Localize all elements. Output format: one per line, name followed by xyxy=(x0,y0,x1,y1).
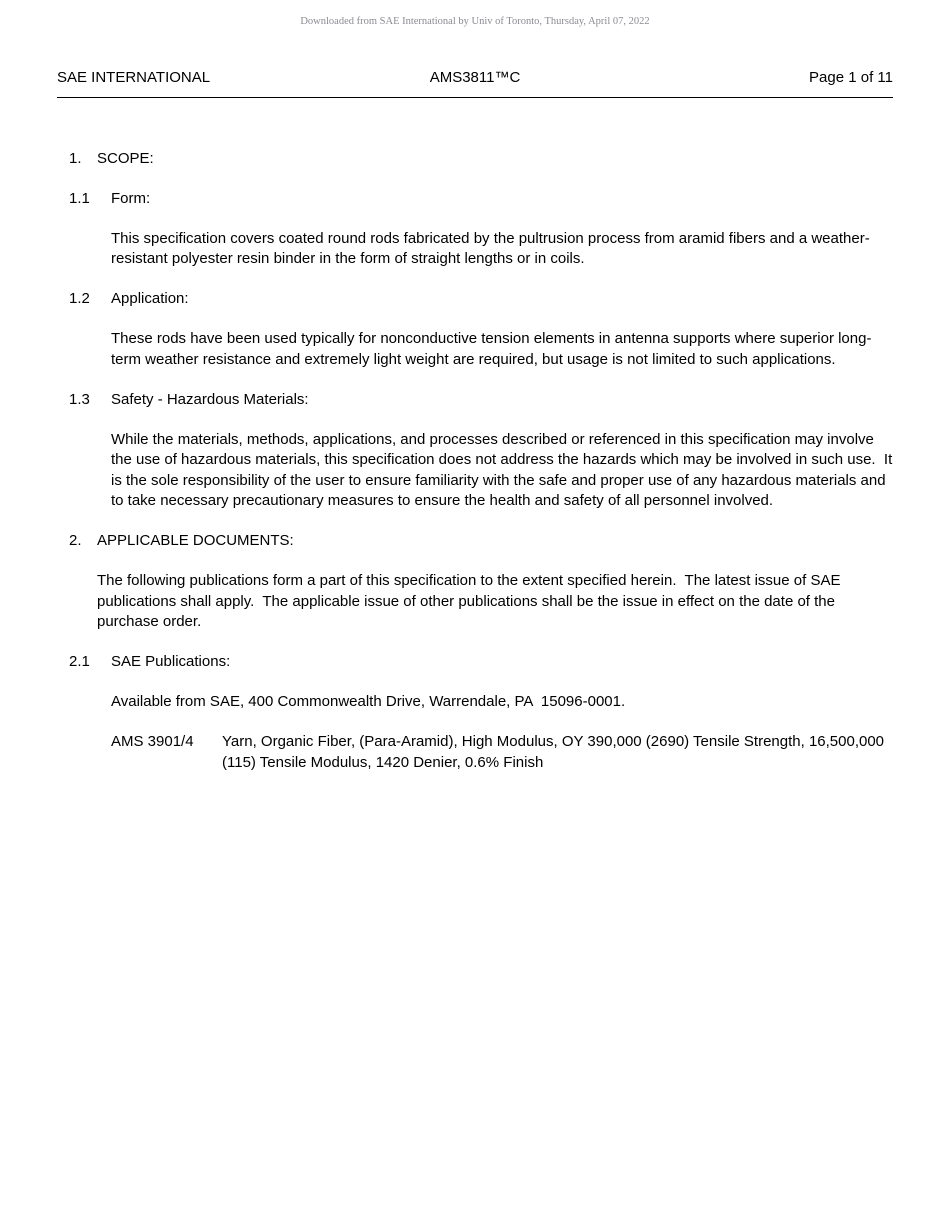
section-1-1-title: Form: xyxy=(111,189,151,207)
section-2-1-availability: Available from SAE, 400 Commonwealth Drive, Warrendale, PA 15096-0001. xyxy=(111,693,626,710)
publication-reference-label: AMS 3901/4 xyxy=(111,733,194,750)
publication-reference-text: Yarn, Organic Fiber, (Para-Aramid), High Modulus, OY 390,000 (2690) Tensile Strength, 16,500,000 (115) Tensile Modulus, 1420 Denier, 0.6% Finish xyxy=(222,733,889,771)
section-1-2-heading xyxy=(69,289,893,310)
section-2-1-heading xyxy=(69,652,893,673)
section-1-3-heading xyxy=(69,390,893,411)
header-spec-number: AMS3811™C xyxy=(429,69,521,86)
section-1-3-paragraph: While the materials, methods, applications, and processes described or referenced in this specification may involve the use of hazardous materials, this specification does not address the hazards which may be involved in such use. It is the sole responsibility of the user to ensure familiarity with the safe and proper use of any hazardous materials and to take necessary precautionary measures to ensure the health and safety of all personnel involved. xyxy=(111,430,897,509)
header-page-number: Page 1 of 11 xyxy=(809,69,894,86)
download-watermark: Downloaded from SAE International by Univ of Toronto, Thursday, April 07, 2022 xyxy=(300,16,650,27)
section-1-title: SCOPE: xyxy=(97,149,154,167)
section-2-title: APPLICABLE DOCUMENTS: xyxy=(97,532,294,549)
section-2-number: 2. xyxy=(69,532,82,549)
publication-reference xyxy=(111,732,893,773)
section-2-heading xyxy=(69,531,893,552)
section-1-1-number: 1.1 xyxy=(69,189,90,207)
section-1-2-paragraph: These rods have been used typically for nonconductive tension elements in antenna supports where superior long-term weather resistance and extremely light weight are required, but usage is not limited to such applications. xyxy=(111,330,872,368)
section-2-1-number: 2.1 xyxy=(69,653,90,670)
section-2-paragraph: The following publications form a part of this specification to the extent specified herein. The latest issue of SAE publications shall apply. The applicable issue of other publications shall be the issue in effect on the date of the purchase order. xyxy=(97,572,845,630)
section-1-2-number: 1.2 xyxy=(69,290,90,307)
section-1-2-title: Application: xyxy=(111,290,189,307)
page-header xyxy=(57,68,893,98)
section-1-3-title: Safety - Hazardous Materials: xyxy=(111,390,309,408)
section-1-3-number: 1.3 xyxy=(69,390,90,408)
document-body xyxy=(0,149,950,774)
section-1-1-heading xyxy=(69,189,893,210)
header-org-name: SAE INTERNATIONAL xyxy=(57,69,211,86)
section-1-number: 1. xyxy=(69,149,82,167)
section-1-heading xyxy=(69,149,893,170)
section-1-1-paragraph: This specification covers coated round rods fabricated by the pultrusion process from aramid fibers and a weather-resistant polyester resin binder in the form of straight lengths or in coils. xyxy=(111,229,870,267)
section-2-1-title: SAE Publications: xyxy=(111,653,231,670)
